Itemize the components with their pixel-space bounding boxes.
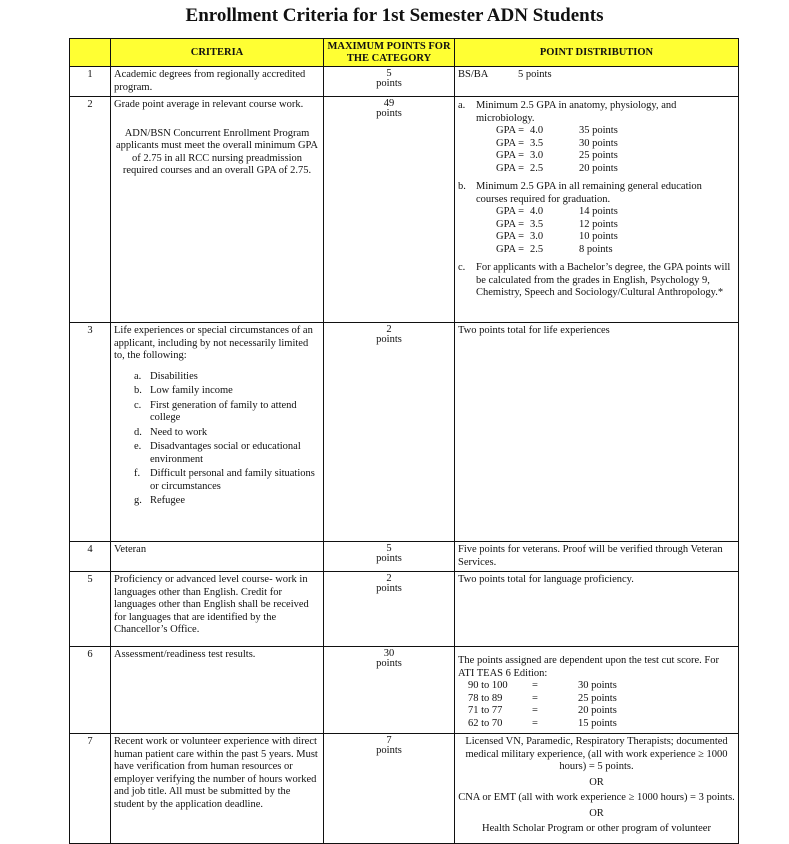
points-unit: points bbox=[376, 334, 402, 345]
distribution bbox=[455, 734, 739, 844]
cna-emt-text: CNA or EMT (all with work experience ≥ 1000 hours) = 3 points. bbox=[458, 792, 735, 803]
section-letter: a. bbox=[458, 100, 466, 111]
max-points bbox=[324, 647, 455, 734]
life-experience-list bbox=[114, 371, 320, 508]
concurrent-enrollment-note: ADN/BSN Concurrent Enrollment Program applicants must meet the overall minimum GPA of 2.75 in all RCC nursing preadmission required courses and an overall GPA of 2.75. bbox=[115, 127, 318, 176]
list-item: e. Disadvantages social or educational environment bbox=[134, 441, 301, 465]
distribution-text: Two points total for language proficiency. bbox=[455, 572, 739, 647]
row-number: 4 bbox=[70, 542, 111, 572]
criteria-text: Academic degrees from regionally accredited program. bbox=[111, 67, 324, 97]
points-value: 5 bbox=[386, 543, 392, 554]
points-value: 2 bbox=[386, 573, 392, 584]
list-item: g. Refugee bbox=[134, 495, 185, 506]
gpa-section-c bbox=[458, 262, 735, 300]
teas-score-table bbox=[458, 680, 735, 730]
header-max-points: MAXIMUM POINTS FOR THE CATEGORY bbox=[324, 39, 455, 67]
teas-row: 78 to 89 = 25 points bbox=[468, 692, 617, 704]
gpa-row: GPA = 2.5 8 points bbox=[496, 243, 613, 255]
points-unit: points bbox=[376, 658, 402, 669]
header-criteria: CRITERIA bbox=[111, 39, 324, 67]
table-row bbox=[70, 97, 739, 323]
gpa-table-b bbox=[458, 206, 735, 256]
table-row bbox=[70, 323, 739, 542]
gpa-row: GPA = 3.5 12 points bbox=[496, 218, 618, 230]
row-number: 2 bbox=[70, 97, 111, 323]
distribution-text: Two points total for life experiences bbox=[455, 323, 739, 542]
section-text: For applicants with a Bachelor’s degree, the GPA points will be calculated from the grades in English, Psychology 9, Chemistry, Speech and Sociology/Cultural Anthropology.* bbox=[476, 262, 731, 298]
max-points bbox=[324, 542, 455, 572]
header-distribution: POINT DISTRIBUTION bbox=[455, 39, 739, 67]
table-row bbox=[70, 734, 739, 844]
or-separator: OR bbox=[589, 776, 604, 788]
gpa-row: GPA = 2.5 20 points bbox=[496, 162, 618, 174]
points-unit: points bbox=[376, 553, 402, 564]
volunteer-program-text: Health Scholar Program or other program of volunteer bbox=[482, 823, 711, 834]
teas-row: 62 to 70 = 15 points bbox=[468, 717, 617, 729]
degree-label: BS/BA bbox=[458, 69, 489, 80]
criteria-cell bbox=[111, 97, 324, 323]
list-item: a. Disabilities bbox=[134, 370, 198, 382]
section-letter: c. bbox=[458, 262, 466, 273]
list-item: f. Difficult personal and family situations or circumstances bbox=[134, 468, 315, 492]
points-value: 7 bbox=[386, 735, 392, 746]
max-points bbox=[324, 97, 455, 323]
row-number: 3 bbox=[70, 323, 111, 542]
row-number: 1 bbox=[70, 67, 111, 97]
or-separator: OR bbox=[589, 807, 604, 819]
teas-row: 71 to 77 = 20 points bbox=[468, 705, 617, 716]
teas-intro: The points assigned are dependent upon the test cut score. For ATI TEAS 6 Edition: bbox=[458, 655, 719, 679]
table-row bbox=[70, 647, 739, 734]
gpa-row: GPA = 3.5 30 points bbox=[496, 137, 618, 149]
max-points bbox=[324, 323, 455, 542]
row-number: 7 bbox=[70, 734, 111, 844]
max-points bbox=[324, 67, 455, 97]
criteria-text: Proficiency or advanced level course- work in languages other than English. Credit for languages other than English shall be received for languages that are identified by the Chancellor’s Office. bbox=[111, 572, 324, 647]
gpa-row: GPA = 3.0 10 points bbox=[496, 231, 618, 242]
points-value: 30 bbox=[383, 648, 395, 659]
section-text: Minimum 2.5 GPA in anatomy, physiology, and microbiology. bbox=[476, 100, 677, 124]
list-item: d. Need to work bbox=[134, 426, 208, 438]
table-row bbox=[70, 542, 739, 572]
list-item: c. First generation of family to attend college bbox=[134, 399, 297, 423]
distribution bbox=[455, 647, 739, 734]
page-title: Enrollment Criteria for 1st Semester ADN Students bbox=[185, 5, 604, 26]
table-header-row bbox=[70, 39, 739, 67]
points-value: 2 bbox=[386, 324, 392, 335]
gpa-section-a bbox=[458, 100, 735, 125]
criteria-text: Grade point average in relevant course work. bbox=[114, 99, 304, 110]
points-value: 49 bbox=[383, 98, 395, 109]
section-text: Minimum 2.5 GPA in all remaining general education courses required for graduation. bbox=[476, 181, 702, 205]
criteria-text: Life experiences or special circumstances of an applicant, including by not necessarily limited to, the following: bbox=[114, 325, 313, 361]
criteria-table bbox=[69, 38, 739, 844]
criteria-text: Assessment/readiness test results. bbox=[111, 647, 324, 734]
table-row bbox=[70, 572, 739, 647]
header-number bbox=[70, 39, 111, 67]
max-points bbox=[324, 734, 455, 844]
points-unit: points bbox=[376, 583, 402, 594]
table-row bbox=[70, 67, 739, 97]
distribution-text: Five points for veterans. Proof will be verified through Veteran Services. bbox=[455, 542, 739, 572]
teas-row: 90 to 100 = 30 points bbox=[468, 680, 617, 691]
gpa-section-b bbox=[458, 181, 735, 206]
criteria-cell bbox=[111, 323, 324, 542]
points-unit: points bbox=[376, 745, 402, 756]
licensed-experience-text: Licensed VN, Paramedic, Respiratory Therapists; documented medical military experience, (all with work experience ≥ 1000 hours) = 5 points. bbox=[465, 736, 728, 772]
distribution bbox=[455, 67, 739, 97]
section-letter: b. bbox=[458, 181, 466, 192]
row-number: 5 bbox=[70, 572, 111, 647]
points-unit: points bbox=[376, 78, 402, 89]
gpa-row: GPA = 4.0 35 points bbox=[496, 125, 618, 136]
points-value: 5 bbox=[386, 68, 392, 79]
points-unit: points bbox=[376, 108, 402, 119]
gpa-row: GPA = 4.0 14 points bbox=[496, 206, 618, 217]
gpa-table-a bbox=[458, 125, 735, 175]
row-number: 6 bbox=[70, 647, 111, 734]
list-item: b. Low family income bbox=[134, 385, 233, 396]
max-points bbox=[324, 572, 455, 647]
criteria-text: Veteran bbox=[111, 542, 324, 572]
distribution bbox=[455, 97, 739, 323]
criteria-text: Recent work or volunteer experience with direct human patient care within the past 5 years. Must have verification from human resources or employer verifying the number of hours worked and job title. All must be submitted by the student by the application deadline. bbox=[111, 734, 324, 844]
gpa-row: GPA = 3.0 25 points bbox=[496, 150, 618, 161]
degree-points: 5 points bbox=[518, 69, 552, 80]
